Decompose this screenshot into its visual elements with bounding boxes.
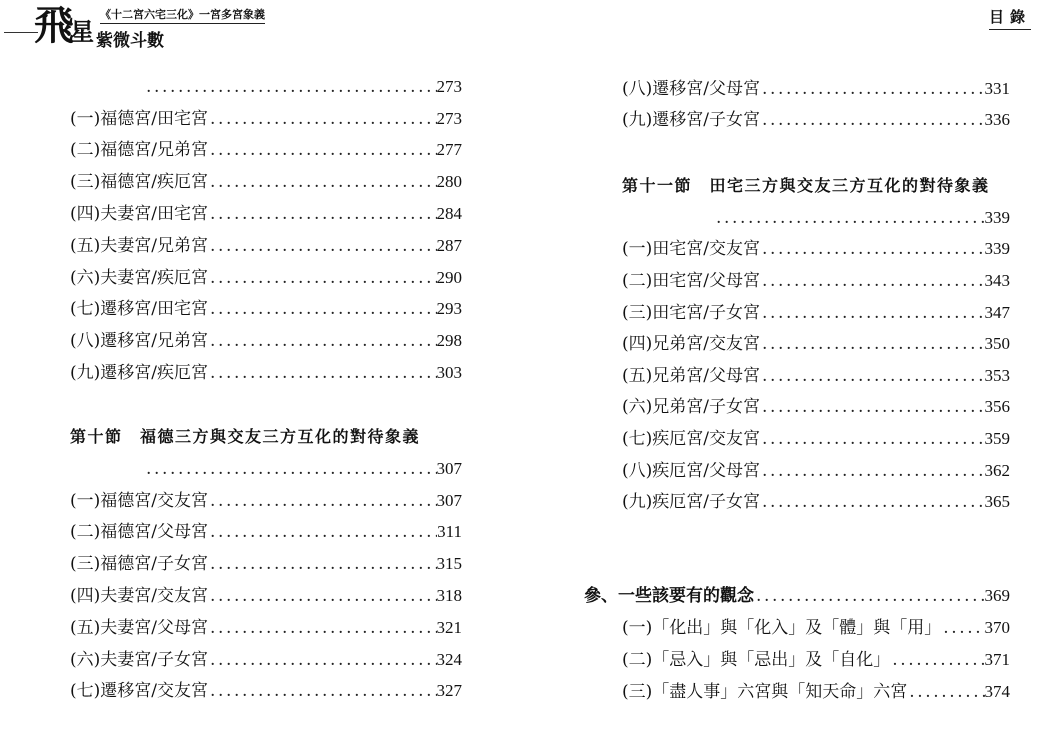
toc-page-number: 336: [984, 110, 1010, 130]
toc-entry[interactable]: [70, 574, 462, 606]
toc-page-number: 331: [984, 78, 1010, 98]
page-heading-contents: 目錄: [989, 6, 1031, 30]
toc-page-number: 371: [984, 650, 1010, 669]
toc-entry[interactable]: [70, 511, 462, 543]
leader-dots: [760, 492, 985, 512]
leader-dots: [208, 299, 437, 319]
toc-entry[interactable]: [622, 99, 1010, 131]
toc-entry[interactable]: [70, 129, 462, 161]
toc-page-number: 298: [436, 331, 462, 351]
leader-dots: [208, 522, 437, 542]
toc-entry[interactable]: [70, 351, 462, 383]
toc-page-number: 359: [984, 428, 1010, 448]
logo-subtitle: 紫微斗數: [96, 31, 164, 51]
section-title-11: 第十一節 田宅三方與交友三方互化的對待象義: [622, 176, 990, 196]
toc-entry[interactable]: [70, 288, 462, 320]
toc-entry-label: (四)夫妻宮/田宅宮: [70, 203, 208, 224]
leader-dots: [208, 363, 437, 383]
leader-dots: [760, 79, 985, 99]
toc-page-number: 287: [436, 235, 462, 255]
toc-entry[interactable]: [622, 481, 1010, 513]
leader-dots: [760, 366, 985, 386]
toc-entry-label: (三)「盡人事」六宮與「知天命」六宮: [622, 682, 908, 702]
leader-dots: [907, 682, 984, 702]
toc-entry[interactable]: [622, 291, 1010, 323]
leader-dots: [208, 204, 437, 224]
toc-page-number: 307: [436, 490, 462, 510]
toc-entry-label: (六)夫妻宮/疾厄宮: [70, 267, 208, 288]
toc-entry[interactable]: [70, 160, 462, 192]
toc-entry-label: (八)疾厄宮/父母宮: [622, 460, 760, 481]
toc-page-number: 353: [984, 365, 1010, 385]
toc-entry-label: (四)夫妻宮/交友宮: [70, 585, 208, 606]
toc-entry-label: (八)遷移宮/兄弟宮: [70, 331, 208, 352]
toc-entry[interactable]: [70, 606, 462, 638]
toc-entry[interactable]: [622, 417, 1010, 449]
toc-entry[interactable]: [584, 606, 1010, 638]
toc-page-number: 374: [984, 682, 1010, 701]
toc-page-number: 318: [436, 585, 462, 605]
toc-entry-label: (二)「忌入」與「忌出」及「自化」: [622, 650, 891, 670]
toc-page-number: 284: [436, 203, 462, 223]
leader-dots: [208, 268, 437, 288]
toc-entry[interactable]: [622, 259, 1010, 291]
toc-entry-label: (一)福德宮/交友宮: [70, 490, 208, 511]
toc-page-number: 347: [984, 302, 1010, 322]
leader-dots: [208, 554, 437, 574]
toc-page-number: 365: [984, 492, 1010, 512]
leader-dots: [760, 334, 985, 354]
toc-entry[interactable]: [622, 354, 1010, 386]
toc-page-number: 273: [436, 108, 462, 128]
logo-char-fei: 飛: [34, 2, 74, 49]
leader-dots: [760, 110, 985, 130]
leader-dots: [714, 208, 985, 228]
book-logo: [4, 2, 264, 62]
toc-page-number: 370: [984, 618, 1010, 637]
toc-entry-section-11[interactable]: [622, 196, 1010, 228]
toc-page-number: 339: [984, 207, 1010, 227]
toc-entry-label: (八)遷移宮/父母宮: [622, 78, 760, 99]
toc-page-number: 303: [436, 362, 462, 382]
logo-small-caption: 《十二宮六宅三化》一宮多宮象義: [100, 6, 265, 24]
toc-page-number: 369: [984, 586, 1010, 605]
toc-entry[interactable]: [70, 542, 462, 574]
toc-entry[interactable]: [70, 256, 462, 288]
toc-entry-label: (四)兄弟宮/交友宮: [622, 334, 760, 355]
toc-entry-label: (三)福德宮/子女宮: [70, 554, 208, 575]
leader-dots: [760, 429, 985, 449]
toc-entry-part-three[interactable]: [584, 574, 1010, 606]
toc-entry[interactable]: [622, 449, 1010, 481]
toc-left-column: [70, 65, 462, 701]
toc-entry-label: (九)遷移宮/疾厄宮: [70, 362, 208, 383]
toc-entry[interactable]: [70, 670, 462, 702]
toc-page-number: 327: [436, 681, 462, 701]
toc-page-number: 356: [984, 397, 1010, 417]
toc-entry-label: (七)疾厄宮/交友宮: [622, 428, 760, 449]
leader-dots: [208, 491, 437, 511]
toc-entry[interactable]: [622, 323, 1010, 355]
toc-page-number: 307: [436, 458, 462, 478]
leader-dots: [208, 140, 437, 160]
leader-dots: [208, 109, 437, 129]
toc-page-number: 293: [436, 299, 462, 319]
toc-page-number: 315: [436, 554, 462, 574]
toc-entry-label: (一)福德宮/田宅宮: [70, 108, 208, 129]
toc-entry-label: (二)田宅宮/父母宮: [622, 270, 760, 291]
toc-page-number: 350: [984, 334, 1010, 354]
leader-dots: [760, 271, 985, 291]
toc-page-number: 273: [436, 76, 462, 96]
toc-entry-label: (五)兄弟宮/父母宮: [622, 365, 760, 386]
leader-dots: [208, 331, 437, 351]
toc-entry[interactable]: [70, 319, 462, 351]
toc-entry-label: (三)福德宮/疾厄宮: [70, 172, 208, 193]
leader-dots: [208, 681, 437, 701]
logo-char-xing: 星: [70, 17, 94, 46]
toc-page-number: 290: [436, 267, 462, 287]
toc-right-column: [622, 67, 1010, 512]
leader-dots: [760, 303, 985, 323]
toc-entry-label: (二)福德宮/父母宮: [70, 522, 208, 543]
toc-page-number: 280: [436, 172, 462, 192]
toc-entry[interactable]: [584, 638, 1010, 670]
leader-dots: [760, 461, 985, 481]
toc-entry[interactable]: [70, 192, 462, 224]
leader-dots: [208, 650, 437, 670]
toc-page-number: 311: [437, 522, 462, 542]
leader-dots: [208, 618, 437, 638]
toc-entry-label: (九)遷移宮/子女宮: [622, 110, 760, 131]
toc-entry-label: (七)遷移宮/田宅宮: [70, 299, 208, 320]
section-title-10: 第十節 福德三方與交友三方互化的對待象義: [70, 426, 421, 446]
toc-page-number: 324: [436, 649, 462, 669]
toc-page-number: 321: [436, 617, 462, 637]
toc-entry-label: (六)兄弟宮/子女宮: [622, 397, 760, 418]
toc-entry-continued[interactable]: [70, 65, 462, 97]
leader-dots: [144, 459, 437, 479]
toc-entry-label: (七)遷移宮/交友宮: [70, 681, 208, 702]
toc-entry[interactable]: [622, 228, 1010, 260]
leader-dots: [760, 397, 985, 417]
part-title: 參、一些該要有的觀念: [584, 586, 754, 606]
toc-entry[interactable]: [622, 386, 1010, 418]
toc-entry-label: (三)田宅宮/子女宮: [622, 302, 760, 323]
toc-entry-label: (五)夫妻宮/兄弟宮: [70, 235, 208, 256]
toc-part-three: [584, 574, 1010, 702]
toc-entry-label: (一)田宅宮/交友宮: [622, 239, 760, 260]
toc-entry[interactable]: [584, 670, 1010, 702]
toc-entry[interactable]: [70, 479, 462, 511]
toc-entry[interactable]: [70, 97, 462, 129]
leader-dots: [754, 586, 985, 606]
toc-entry[interactable]: [622, 67, 1010, 99]
leader-dots: [144, 77, 437, 97]
toc-entry-label: (九)疾厄宮/子女宮: [622, 492, 760, 513]
leader-dots: [760, 239, 985, 259]
leader-dots: [208, 172, 437, 192]
toc-page-number: 362: [984, 460, 1010, 480]
toc-entry-label: (二)福德宮/兄弟宮: [70, 140, 208, 161]
toc-page-number: 277: [436, 140, 462, 160]
toc-page-number: 343: [984, 270, 1010, 290]
toc-page-number: 339: [984, 239, 1010, 259]
toc-entry-section-10[interactable]: [70, 447, 462, 479]
toc-entry-label: (六)夫妻宮/子女宮: [70, 649, 208, 670]
toc-entry-label: (一)「化出」與「化入」及「體」與「用」: [622, 618, 942, 638]
logo-rule: [4, 32, 38, 33]
leader-dots: [890, 650, 984, 670]
toc-entry[interactable]: [70, 224, 462, 256]
leader-dots: [208, 236, 437, 256]
toc-entry-label: (五)夫妻宮/父母宮: [70, 617, 208, 638]
toc-entry[interactable]: [70, 638, 462, 670]
leader-dots: [208, 586, 437, 606]
leader-dots: [941, 618, 984, 638]
